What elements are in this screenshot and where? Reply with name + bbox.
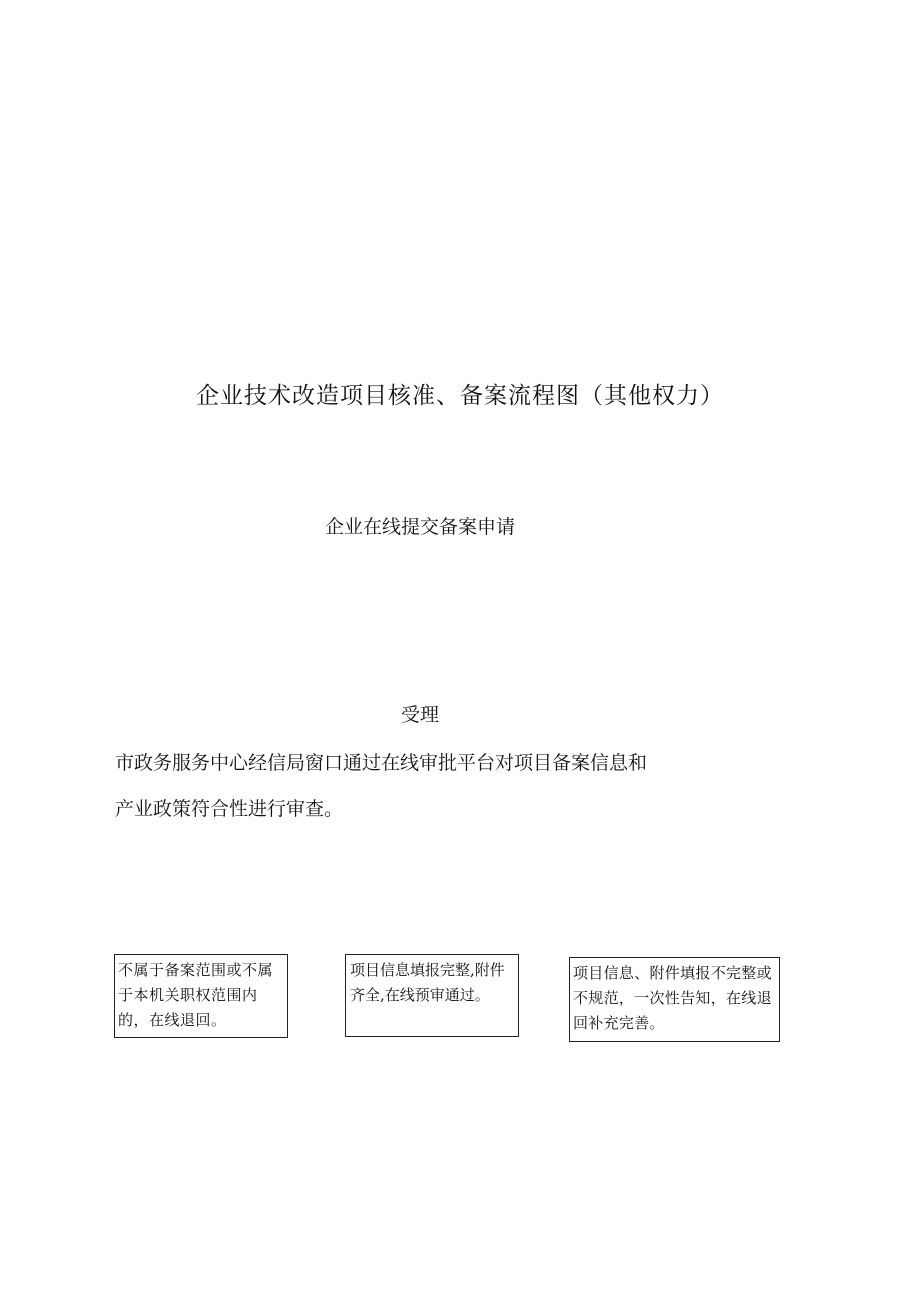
outcome-box-returned-for-completion: 项目信息、附件填报不完整或不规范，一次性告知，在线退回补充完善。 xyxy=(569,957,780,1042)
step-accept: 受理 xyxy=(400,704,439,726)
review-description-line: 产业政策符合性进行审查。 xyxy=(115,798,344,820)
document-title: 企业技术改造项目核准、备案流程图（其他权力） xyxy=(196,383,724,409)
outcome-box-rejected-out-of-scope: 不属于备案范围或不属于本机关职权范围内的，在线退回。 xyxy=(114,954,288,1038)
outcome-box-pre-review-passed: 项目信息填报完整,附件齐全,在线预审通过。 xyxy=(345,954,519,1037)
step-submit-application: 企业在线提交备案申请 xyxy=(324,516,515,538)
review-description-line: 市政务服务中心经信局窗口通过在线审批平台对项目备案信息和 xyxy=(115,752,648,774)
review-description xyxy=(115,740,755,832)
